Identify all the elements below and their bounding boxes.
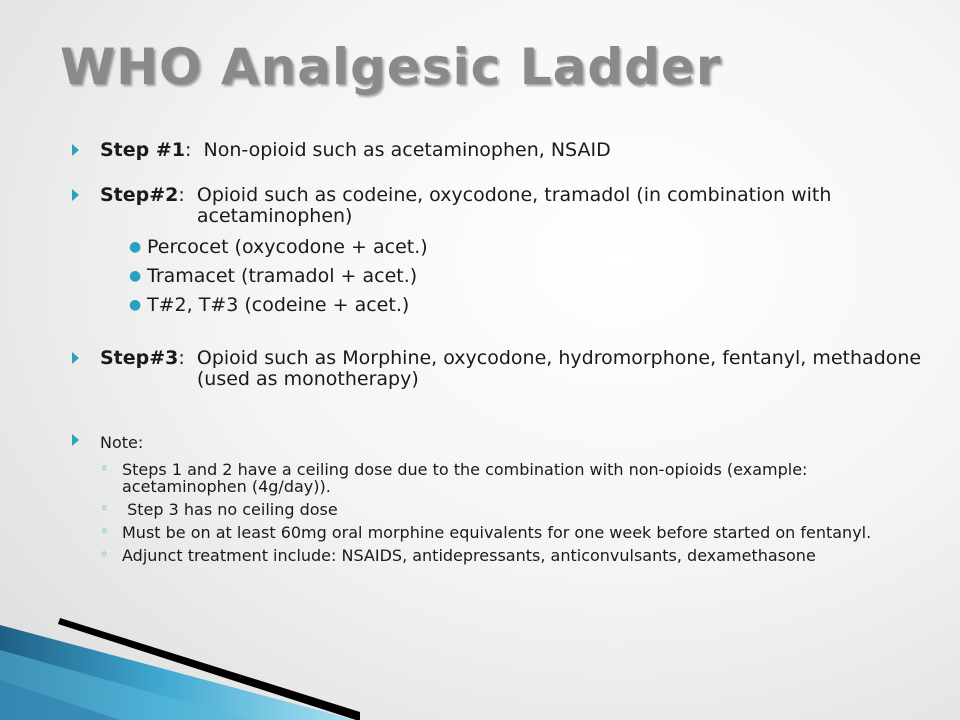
ring-bullet-icon: ◦ <box>100 501 109 517</box>
example-text: Percocet (oxycodone + acet.) <box>147 236 428 258</box>
note-text: Must be on at least 60mg oral morphine equivalents for one week before started on fentanyl. <box>122 523 872 542</box>
step-label: Step#2 <box>100 184 179 206</box>
list-item <box>72 237 932 258</box>
step-label: Step #1 <box>100 139 186 161</box>
arrow-bullet-icon <box>72 434 79 446</box>
list-item <box>72 295 932 316</box>
step-label: Step#3 <box>100 347 179 369</box>
separator: : <box>185 139 204 161</box>
step-3 <box>72 348 932 390</box>
arrow-bullet-icon <box>72 144 79 156</box>
step-text: Non-opioid such as acetaminophen, NSAID <box>203 139 611 161</box>
dot-bullet-icon: ● <box>129 239 142 255</box>
ring-bullet-icon: ◦ <box>100 547 109 563</box>
note-text: Adjunct treatment include: NSAIDS, antidepressants, anticonvulsants, dexamethasone <box>122 546 816 565</box>
arrow-bullet-icon <box>72 189 79 201</box>
step-1 <box>72 140 932 161</box>
ring-bullet-icon: ◦ <box>100 524 109 540</box>
ring-bullet-icon: ◦ <box>100 461 109 477</box>
dot-bullet-icon: ● <box>129 268 142 284</box>
list-item <box>72 266 932 287</box>
note-heading <box>72 432 932 453</box>
step-text: Opioid such as codeine, oxycodone, tramadol (in combination with acetaminophen) <box>196 184 832 227</box>
note-item <box>72 524 912 541</box>
separator: : <box>178 347 197 369</box>
example-text: Tramacet (tramadol + acet.) <box>147 265 418 287</box>
dot-bullet-icon: ● <box>129 297 142 313</box>
step-text: Opioid such as Morphine, oxycodone, hydromorphone, fentanyl, methadone (used as monotherapy) <box>196 347 922 390</box>
example-text: T#2, T#3 (codeine + acet.) <box>147 294 410 316</box>
separator: : <box>178 184 197 206</box>
note-label: Note: <box>100 433 144 452</box>
note-text: Step 3 has no ceiling dose <box>122 500 338 519</box>
step-2 <box>72 185 932 227</box>
note-item <box>72 547 912 564</box>
note-text: Steps 1 and 2 have a ceiling dose due to the combination with non-opioids (example: acetaminophen (4g/day)). <box>122 460 808 496</box>
content <box>72 140 932 564</box>
note-item <box>72 461 912 495</box>
page-title: WHO Analgesic Ladder <box>60 38 722 96</box>
note-item <box>72 501 912 518</box>
arrow-bullet-icon <box>72 352 79 364</box>
